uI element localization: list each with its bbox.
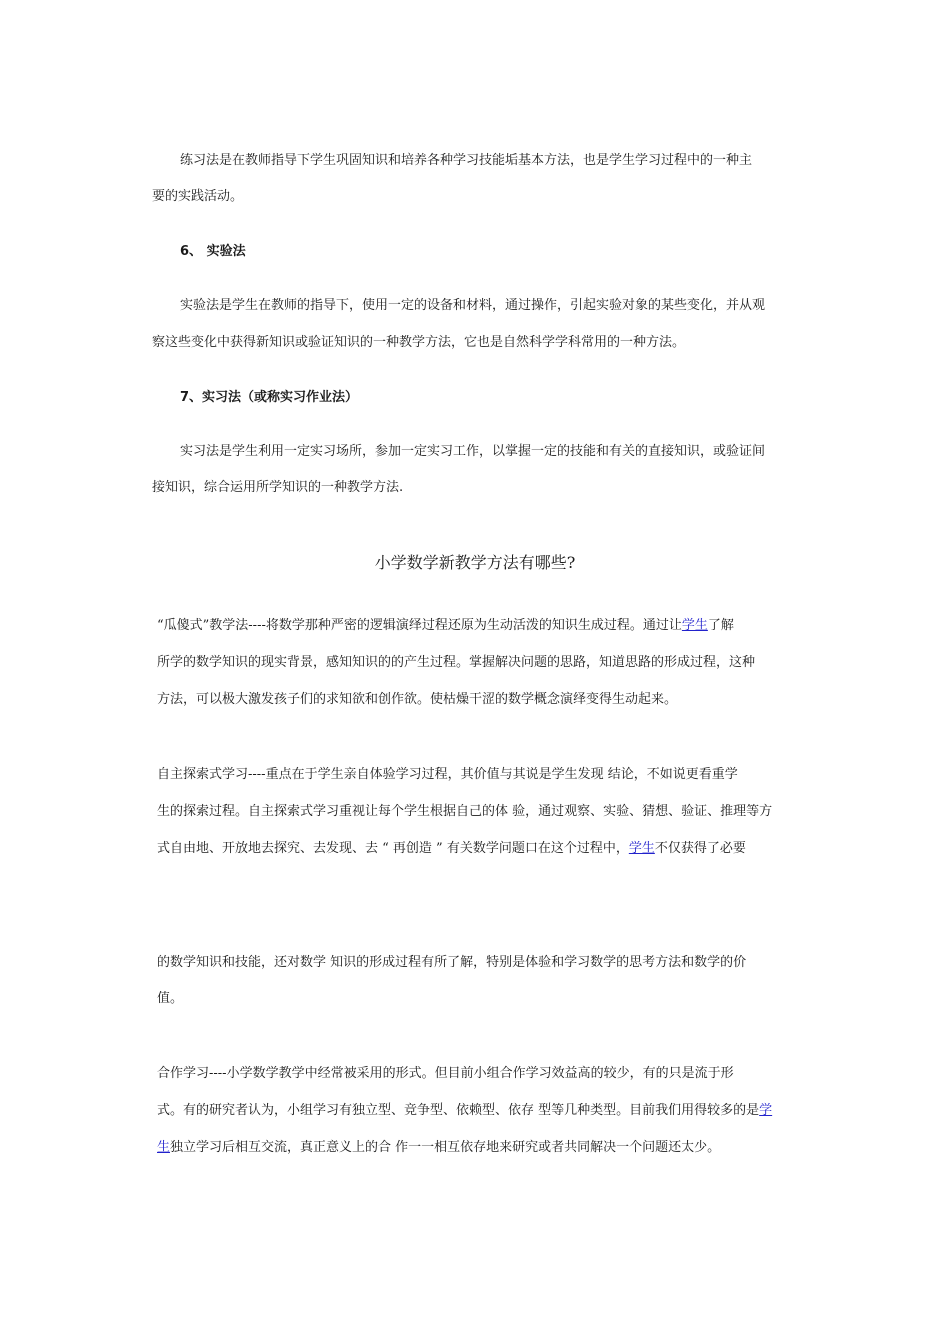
paragraph-line: 察这些变化中获得新知识或验证知识的一种教学方法，它也是自然科学学科常用的一种方法。 bbox=[152, 335, 686, 350]
paragraph-text: 式自由地、开放地去探究、去发现、去 “ 再创造 ” 有关数学问题口在这个过程中， bbox=[157, 841, 629, 856]
paragraph-line bbox=[157, 840, 746, 858]
section-heading-practice: 7、实习法（或称实习作业法） bbox=[180, 390, 359, 405]
paragraph-line: 练习法是在教师指导下学生巩固知识和培养各种学习技能垢基本方法，也是学生学习过程中的一种主 bbox=[180, 153, 753, 168]
paragraph-line: 值。 bbox=[157, 991, 184, 1006]
paragraph-line: 生的探索过程。自主探索式学习重视让每个学生根据自己的体 验，通过观察、实验、猜想、验证、推理等方 bbox=[157, 804, 773, 819]
section-heading-experiment: 6、 实验法 bbox=[180, 244, 246, 259]
paragraph-text: 了解 bbox=[707, 618, 734, 633]
student-link[interactable]: 学生 bbox=[681, 618, 708, 633]
paragraph-line: 所学的数学知识的现实背景，感知知识的的产生过程。掌握解决问题的思路，知道思路的形成过程，这种 bbox=[157, 655, 756, 670]
paragraph-line: 的数学知识和技能，还对数学 知识的形成过程有所了解，特别是体验和学习数学的思考方法和数学的价 bbox=[157, 955, 747, 970]
paragraph-line bbox=[157, 1102, 772, 1120]
paragraph-text: 式。有的研究者认为，小组学习有独立型、竞争型、依赖型、依存 型等几种类型。目前我们用得较多的是 bbox=[157, 1103, 760, 1118]
student-link[interactable]: 学生 bbox=[628, 841, 655, 856]
paragraph-text: “瓜傻式”教学法----将数学那种严密的逻辑演绎过程还原为生动活泼的知识生成过程。通过让 bbox=[157, 618, 682, 633]
paragraph-line bbox=[157, 617, 734, 635]
paragraph-line: 实习法是学生利用一定实习场所，参加一定实习工作，以掌握一定的技能和有关的直接知识，或验证间 bbox=[180, 444, 766, 459]
student-link[interactable]: 学 bbox=[759, 1103, 773, 1118]
paragraph-text: 不仅获得了必要 bbox=[654, 841, 746, 856]
student-link[interactable]: 生 bbox=[157, 1140, 171, 1155]
paragraph-line: 接知识，综合运用所学知识的一种教学方法. bbox=[152, 480, 404, 495]
paragraph-line: 实验法是学生在教师的指导下，使用一定的设备和材料，通过操作，引起实验对象的某些变化，并从观 bbox=[180, 298, 766, 313]
paragraph-line: 自主探索式学习----重点在于学生亲自体验学习过程，其价值与其说是学生发现 结论，不如说更看重学 bbox=[157, 767, 738, 782]
paragraph-line bbox=[157, 1139, 720, 1157]
article-title: 小学数学新教学方法有哪些? bbox=[374, 553, 576, 572]
paragraph-line: 合作学习----小学数学教学中经常被采用的形式。但目前小组合作学习效益高的较少，有的只是流于形 bbox=[157, 1066, 734, 1081]
paragraph-line: 方法，可以极大激发孩子们的求知欲和创作欲。使枯燥干涩的数学概念演绎变得生动起来。 bbox=[157, 692, 678, 707]
paragraph-line: 要的实践活动。 bbox=[152, 189, 244, 204]
paragraph-text: 独立学习后相互交流，真正意义上的合 作一一相互依存地来研究或者共同解决一个问题还太少。 bbox=[170, 1140, 721, 1155]
